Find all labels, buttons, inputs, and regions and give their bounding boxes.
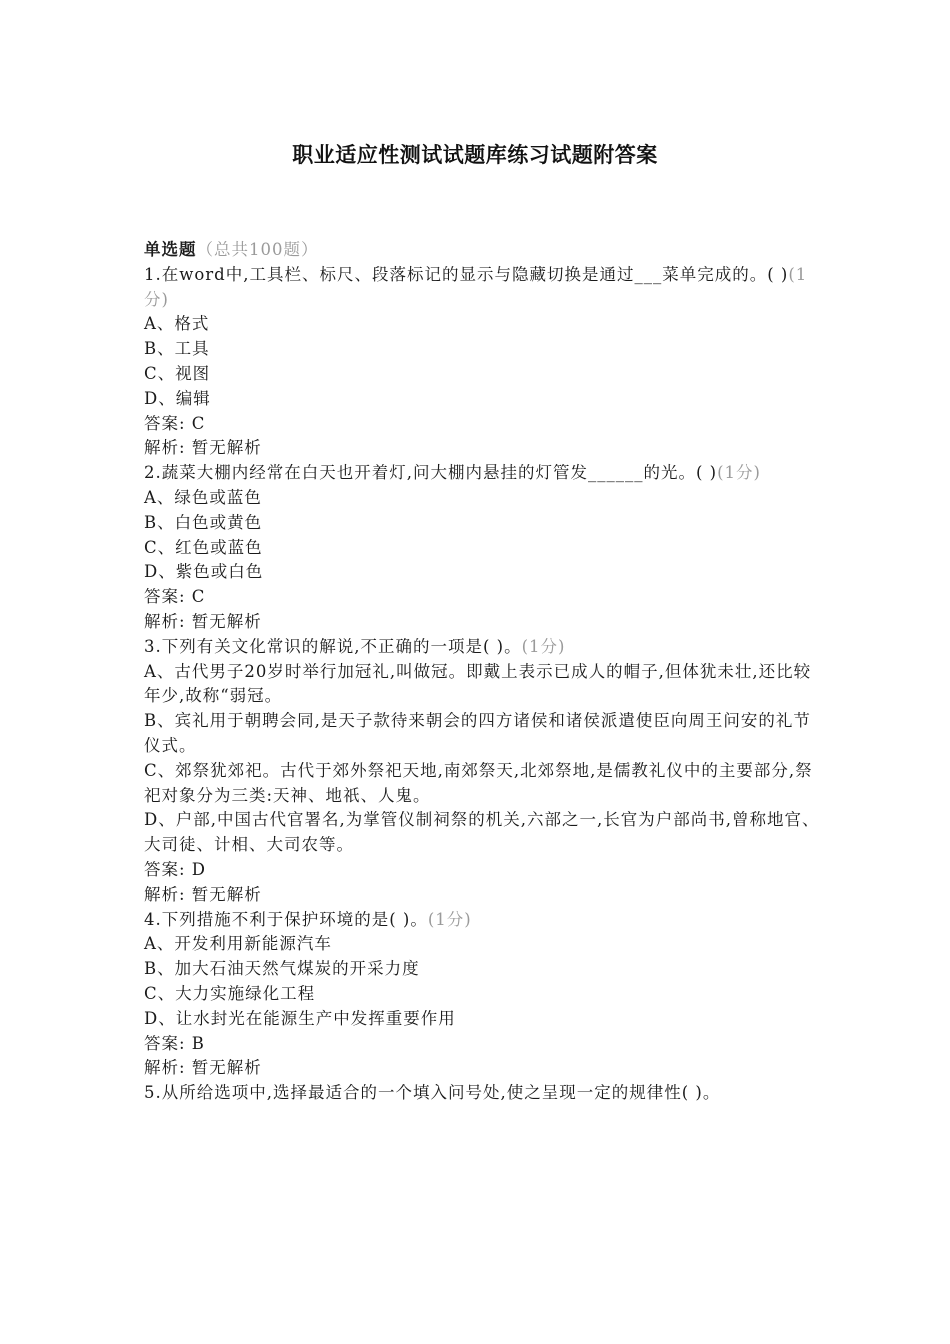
option: D、编辑 xyxy=(144,388,211,408)
question-stem: 4.下列措施不利于保护环境的是( )。(1分) xyxy=(144,909,472,929)
question-stem: 5.从所给选项中,选择最适合的一个填入问号处,使之呈现一定的规律性( )。 xyxy=(144,1083,721,1103)
option: C、郊祭犹郊祀。古代于郊外祭祀天地,南郊祭天,北郊祭地,是儒教礼仪中的主要部分,祭祀对象分为三类:天神、地祇、人鬼。 xyxy=(144,760,813,805)
section-label: 单选题 xyxy=(144,240,197,259)
question-score: (1分) xyxy=(717,463,761,483)
question-list xyxy=(144,238,824,1106)
option: A、古代男子20岁时举行加冠礼,叫做冠。即戴上表示已成人的帽子,但体犹未壮,还比较年少,故称“弱冠。 xyxy=(144,661,812,706)
option: B、宾礼用于朝聘会同,是天子款待来朝会的四方诸侯和诸侯派遣使臣向周王问安的礼节仪式。 xyxy=(144,711,811,755)
option: C、视图 xyxy=(144,363,211,383)
question-stem: 3.下列有关文化常识的解说,不正确的一项是( )。(1分) xyxy=(144,636,566,656)
option: A、绿色或蓝色 xyxy=(144,487,262,507)
question-stem: 1.在word中,工具栏、标尺、段落标记的显示与隐藏切换是通过___菜单完成的。( )(1分) xyxy=(144,264,808,309)
section-note: （总共100题） xyxy=(196,240,319,259)
question-stem: 2.蔬菜大棚内经常在白天也开着灯,问大棚内悬挂的灯管发______的光。( )(1分) xyxy=(144,463,761,483)
answer: 答案: D xyxy=(144,859,207,879)
option: A、格式 xyxy=(144,314,210,334)
question-score: (1分) xyxy=(144,264,808,309)
question-score: (1分) xyxy=(521,636,566,656)
option: D、户部,中国古代官署名,为掌管仪制祠祭的机关,六部之一,长官为户部尚书,曾称地官、大司徒、计相、大司农等。 xyxy=(144,810,820,855)
question-score: (1分) xyxy=(427,909,472,929)
section-header xyxy=(144,238,824,263)
answer: 答案: C xyxy=(144,587,206,607)
analysis: 解析: 暂无解析 xyxy=(144,438,262,458)
option: D、紫色或白色 xyxy=(144,562,264,582)
option: B、加大石油天然气煤炭的开采力度 xyxy=(144,959,420,979)
page-title: 职业适应性测试试题库练习试题附答案 xyxy=(292,142,658,167)
option: C、大力实施绿化工程 xyxy=(144,983,316,1003)
option: B、白色或黄色 xyxy=(144,512,263,532)
option: D、让水封光在能源生产中发挥重要作用 xyxy=(144,1008,456,1028)
option: B、工具 xyxy=(144,339,210,359)
analysis: 解析: 暂无解析 xyxy=(144,1058,262,1078)
answer: 答案: B xyxy=(144,1033,205,1053)
analysis: 解析: 暂无解析 xyxy=(144,884,262,904)
analysis: 解析: 暂无解析 xyxy=(144,611,262,631)
answer: 答案: C xyxy=(144,413,206,433)
option: A、开发利用新能源汽车 xyxy=(144,934,332,954)
option: C、红色或蓝色 xyxy=(144,537,263,557)
